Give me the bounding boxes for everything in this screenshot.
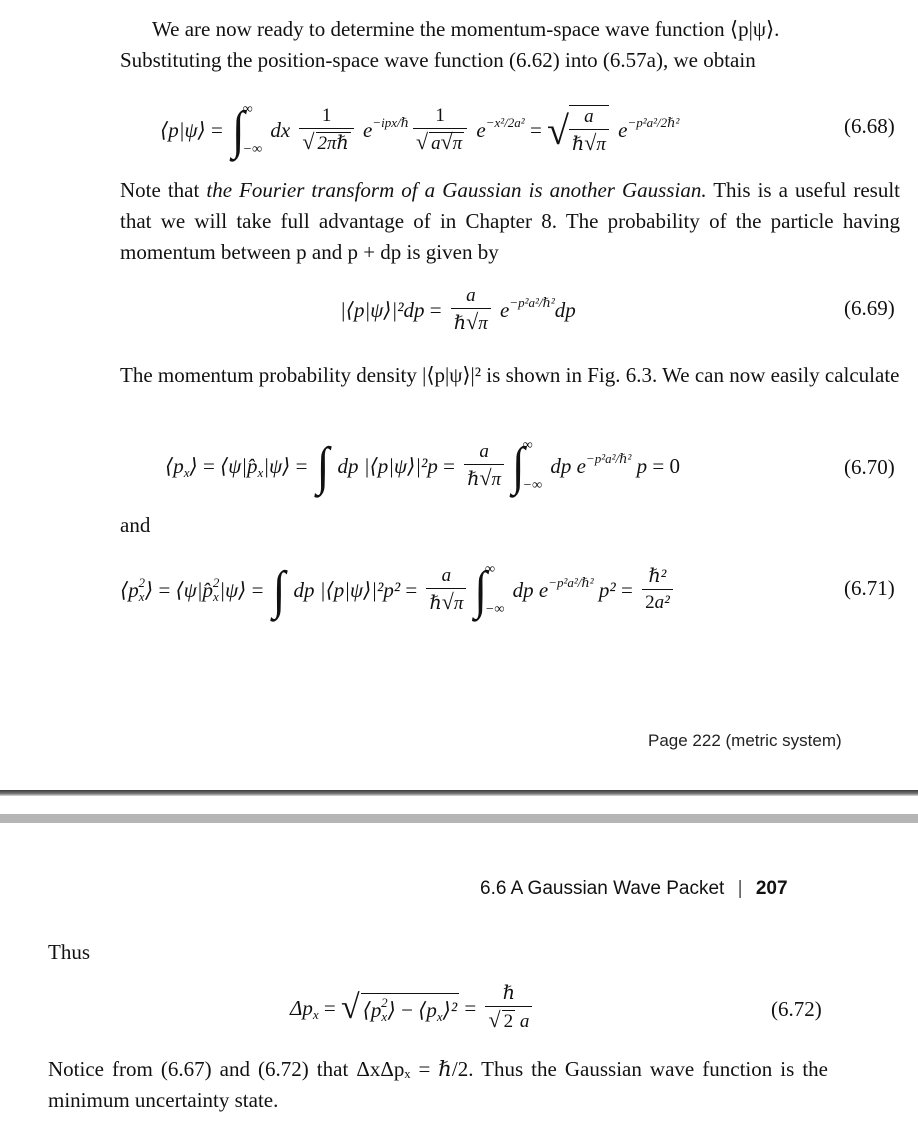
page-divider-dark (0, 790, 918, 796)
note-text-start: Note that (120, 178, 207, 202)
and-text: and (120, 513, 151, 537)
equation-6-70: $⟨p_x⟩$ = $⟨\psi|p̂_x|\psi⟩$ = ∫ dp |⟨p|ψ⟩|²p = $\frac{a}{\text{ℏ√π}}$ ∫ ∞ −∞ dp $e^{-p^2a^2/\hbar^2}$ p = 0 (165, 436, 680, 495)
header-section-title: 6.6 A Gaussian Wave Packet (480, 878, 725, 899)
thus-text: Thus (48, 940, 90, 964)
page-label: Page 222 (metric system) (648, 731, 842, 750)
equation-number-6-71: (6.71) (844, 576, 895, 600)
paragraph-fourier-note (120, 175, 900, 268)
equation-number-6-68: (6.68) (844, 114, 895, 138)
header-divider: | (737, 878, 743, 899)
paragraph-density: The momentum probability density |⟨p|ψ⟩|² is shown in Fig. 6.3. We can now easily calculate (120, 363, 900, 387)
paragraph-minimum-uncertainty: Notice from (6.67) and (6.72) that ΔxΔpₓ = ℏ/2. Thus the Gaussian wave function is the minimum uncertainty state. (48, 1057, 828, 1112)
intro-line-1: We are now ready to determine the momentum-space wave function ⟨p|ψ⟩. (152, 17, 780, 41)
header-page-number: 207 (755, 878, 788, 899)
equation-number-6-69: (6.69) (844, 296, 895, 320)
intro-line-2: Substituting the position-space wave function (6.62) into (6.57a), we obtain (120, 48, 756, 72)
equation-6-69: |⟨p|ψ⟩|²dp = $\frac{a}{\text{ℏ√π}}$ $e^{-p^2a^2/\hbar^2}dp$ (340, 285, 576, 334)
equation-6-68: ⟨p|ψ⟩ = ∫ ∞ −∞ dx $\frac{1}{\text{√ 2πℏ}}$ $e^{-ipx/\hbar}$ $\frac{1}{√ a√\pi}$ $e^{-x^2/2a^2}$ = √ $\frac{a}{\text{ℏ√π}}$ $e^{-p^2a^2/2\hbar^2}$ (160, 100, 680, 159)
paragraph-intro (120, 14, 900, 76)
note-text-end: This is a useful result that we will take full advantage of in Chapter 8. The probability of the particle having momentum between p and p + dp is given by (120, 178, 900, 264)
running-header (480, 878, 788, 900)
equation-6-71: $⟨p_x^2⟩$ = $⟨\psi|p̂_x^2|\psi⟩$ = ∫ dp |⟨p|ψ⟩|²p² = $\frac{a}{\text{ℏ√π}}$ ∫ ∞ −∞ dp $e^{-p^2a^2/\hbar^2}$ p² = $\frac{\text{ℏ²}}{\text{2a²}}$ (120, 550, 677, 630)
equation-number-6-70: (6.70) (844, 455, 895, 479)
equation-6-72: $\Delta p_x$ = √ $⟨p_x^2⟩$ − $⟨p_x⟩^2$ = $\frac{\text{ℏ}}{√ 2 a}$ (290, 975, 536, 1041)
note-italic: the Fourier transform of a Gaussian is another Gaussian. (206, 178, 707, 202)
equation-number-6-72: (6.72) (771, 997, 822, 1021)
page-divider-gray (0, 814, 918, 823)
